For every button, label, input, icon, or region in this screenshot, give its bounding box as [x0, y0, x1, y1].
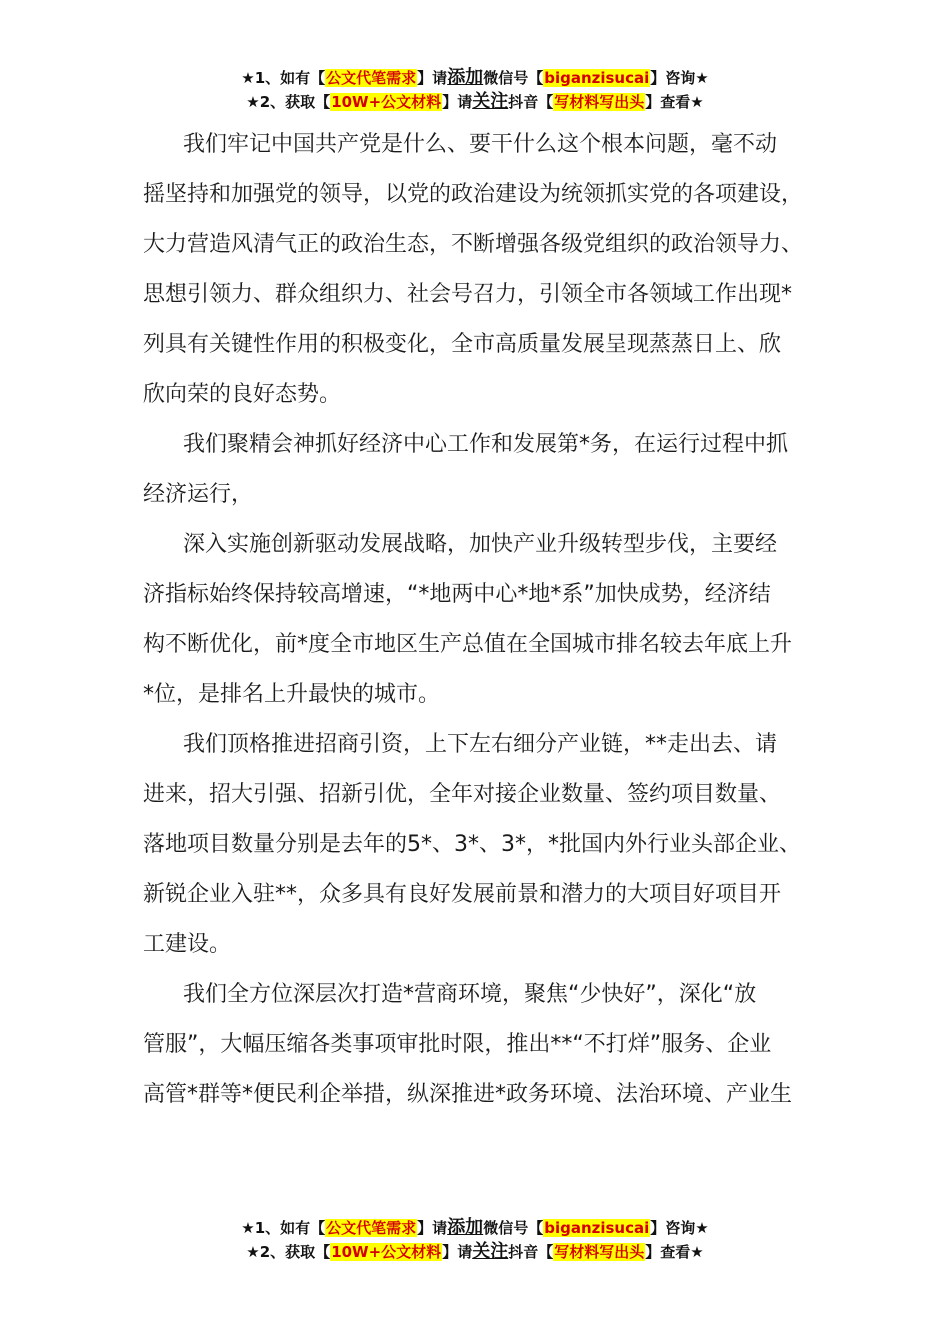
header-banner — [0, 66, 950, 114]
paragraph — [143, 520, 813, 720]
text-line: 新锐企业入驻**，众多具有良好发展前景和潜力的大项目好项目开 — [143, 882, 782, 907]
text-line: 进来，招大引强、招新引优，全年对接企业数量、签约项目数量、 — [143, 782, 782, 807]
banner-text: 】咨询★ — [650, 69, 709, 87]
star-icon: ★ — [241, 1219, 255, 1237]
text-line: 摇坚持和加强党的领导，以党的政治建设为统领抓实党的各项建设， — [143, 182, 804, 207]
banner-text: 1、如有【 — [254, 69, 326, 87]
paragraph — [143, 970, 813, 1120]
banner-text: 抖音【 — [508, 93, 554, 111]
banner-emphasis: 添加 — [447, 67, 484, 88]
text-line: 大力营造风清气正的政治生态，不断增强各级党组织的政治领导力、 — [143, 232, 804, 257]
star-icon: ★ — [241, 69, 255, 87]
banner-text: 】请 — [442, 1243, 473, 1261]
paragraph — [143, 420, 813, 520]
banner-text: 】查看★ — [645, 93, 704, 111]
text-line: 深入实施创新驱动发展战略，加快产业升级转型步伐，主要经 — [183, 532, 778, 557]
banner-line-2 — [0, 1240, 950, 1264]
banner-text: 】咨询★ — [650, 1219, 709, 1237]
banner-highlight: 写材料写出头 — [554, 93, 645, 111]
banner-text: 】请 — [417, 69, 448, 87]
banner-text: 2、获取【 — [259, 1243, 331, 1261]
banner-highlight: biganzisucai — [544, 1219, 650, 1237]
banner-text: 微信号【 — [483, 69, 544, 87]
banner-text: 2、获取【 — [259, 93, 331, 111]
banner-highlight: 10W+公文材料 — [331, 1243, 442, 1261]
text-line: 列具有关键性作用的积极变化，全市高质量发展呈现蒸蒸日上、欣 — [143, 332, 782, 357]
banner-line-1 — [0, 1216, 950, 1240]
text-line: 我们全方位深层次打造*营商环境，聚焦“少快好”，深化“放 — [183, 982, 757, 1007]
text-line: 欣向荣的良好态势。 — [143, 382, 342, 407]
text-line: *位，是排名上升最快的城市。 — [143, 682, 441, 707]
text-line: 思想引领力、群众组织力、社会号召力，引领全市各领域工作出现* — [143, 282, 793, 307]
text-line: 我们顶格推进招商引资，上下左右细分产业链，**走出去、请 — [183, 732, 778, 757]
banner-text: 抖音【 — [508, 1243, 554, 1261]
text-line: 落地项目数量分别是去年的5*、3*、3*，*批国内外行业头部企业、 — [143, 832, 801, 857]
text-line: 工建设。 — [143, 932, 232, 957]
banner-highlight: biganzisucai — [544, 69, 650, 87]
text-line: 经济运行， — [143, 482, 254, 507]
banner-highlight: 公文代笔需求 — [326, 69, 417, 87]
star-icon: ★ — [246, 1243, 260, 1261]
text-line: 管服”，大幅压缩各类事项审批时限，推出**“不打烊”服务、企业 — [143, 1032, 772, 1057]
banner-highlight: 写材料写出头 — [554, 1243, 645, 1261]
banner-highlight: 公文代笔需求 — [326, 1219, 417, 1237]
paragraph — [143, 120, 813, 420]
text-line: 构不断优化，前*度全市地区生产总值在全国城市排名较去年底上升 — [143, 632, 793, 657]
banner-text: 微信号【 — [483, 1219, 544, 1237]
text-line: 高管*群等*便民利企举措，纵深推进*政务环境、法治环境、产业生 — [143, 1082, 793, 1107]
banner-emphasis: 关注 — [472, 1241, 509, 1262]
text-line: 我们聚精会神抓好经济中心工作和发展第*务，在运行过程中抓 — [183, 432, 789, 457]
banner-text: 】请 — [442, 93, 473, 111]
banner-emphasis: 添加 — [447, 1217, 484, 1238]
banner-line-1 — [0, 66, 950, 90]
banner-text: 】查看★ — [645, 1243, 704, 1261]
text-line: 我们牢记中国共产党是什么、要干什么这个根本问题，毫不动 — [183, 132, 778, 157]
paragraph — [143, 720, 813, 970]
banner-emphasis: 关注 — [472, 91, 509, 112]
document-body — [143, 120, 813, 1120]
star-icon: ★ — [246, 93, 260, 111]
text-line: 济指标始终保持较高增速，“*地两中心*地*系”加快成势，经济结 — [143, 582, 771, 607]
banner-text: 】请 — [417, 1219, 448, 1237]
footer-banner — [0, 1216, 950, 1264]
banner-line-2 — [0, 90, 950, 114]
banner-text: 1、如有【 — [254, 1219, 326, 1237]
banner-highlight: 10W+公文材料 — [331, 93, 442, 111]
